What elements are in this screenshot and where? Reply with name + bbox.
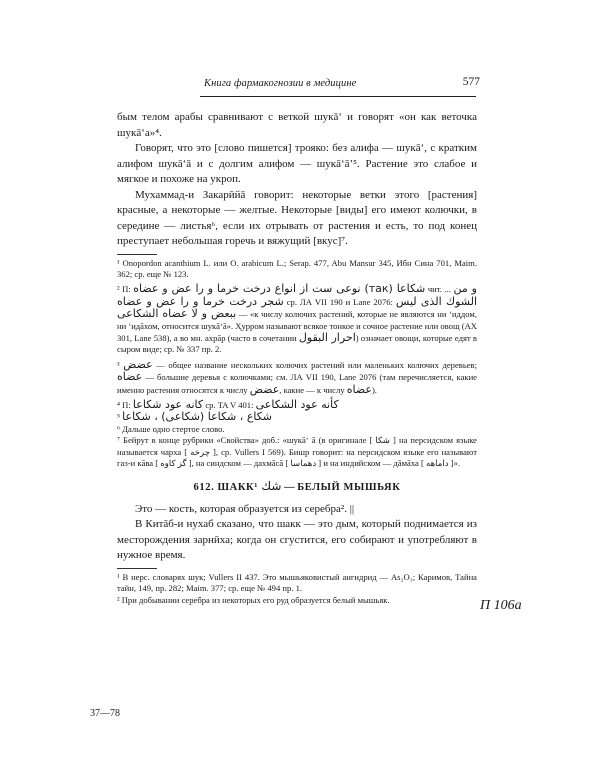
section-heading — [117, 479, 477, 496]
paragraph: Мухаммад-и Закарӣйā говорит: некоторые ветки этого [растения] красные, а некоторые — желтые. Некоторые [виды] его имеют колючки, в середине — листья⁶, если их отрывать от растения и есть, то под конец преступает небольшая горечь и вяжущий [вкус]⁷. — [117, 188, 477, 247]
footnote-b1: ¹ В нерс. словарях шук; Vullers II 437. Это мышьяковистый ангидрид — As₂O₃; Каримов, Тайна тайн, 149, пр. 282; Maim. 377; ср. еще № 494 пр. 1. — [117, 571, 477, 594]
footnote-2: ² П: شکاعا (так) نوعی ست از انواع درخت خرما و را عض و عضاه чит. ... و من شجر درخت خرما و را عض و عضاه ср. ЛА VII 190 и Lane 2076: الشوك الذی لیس ببعض و لا عضاه الشکاعی — «к числу колючих растений, которые не являются ни ʻиддом, ни ʻидāхом, относится шукāʻā». Ҳурром называют всякое тонкое и сочное растение или овощ (АХ 301, Lane 538), а во мн. ахрāр (часто в сочетании احرار البقول) означает овощи, которые едят в сыром виде; ср. № 337 пр. 2. — [117, 282, 477, 355]
arabic-text: و من شجر درخت خرما و را عض و عضاه — [117, 282, 477, 308]
footnote-1: ¹ Onopordon acanthium L. или O. arabicum L.; Serap. 477, Abu Mansur 345, Ибн Сина 701, Maim. 362; ср. еще № 123. — [117, 257, 477, 279]
running-header — [200, 74, 480, 97]
footnote-rule — [117, 568, 157, 569]
page-body — [117, 110, 477, 606]
header-title: Книга фармакогнозии в медицине — [204, 78, 357, 89]
section-number: 612. ШАКК¹ — [193, 482, 259, 494]
footnote-3: ³ عضض — общее название нескольких колючих растений или маленьких колючих деревьев; عضاه — большие деревья с колючками; см. ЛА VII 190, Lane 2076 (там перечисляется, какие именно растения относятся к числу عضض, какие — к числу عضاه). — [117, 357, 477, 396]
arabic-text: الشوك الذی لیس ببعض و لا عضاه الشکاعی — [117, 294, 477, 321]
footnote-rule — [117, 254, 157, 255]
paragraph: Это — кость, которая образуется из серебра². || — [135, 502, 355, 515]
footnote-7: ⁷ Бейрут в конце рубрики «Свойства» доб.: «шукāʻ ā (в оригинале [ شکا ] на персидском языке называется чарха [ چرخه ], ср. Vullers I 569). Бишр говорит: на персидском языке его называют газ-и кāва [ گز کاوه ], на синдском — дахмāсā [ دهماسا ] и на индийском — дāмāха [ داماهه ]». — [117, 435, 477, 468]
footnote-5: ⁵ شکاع ، شکاعا (شکاعی) ، شکاعا — [117, 410, 273, 424]
footnote-4: ⁴ П: کانه عود شکاعا ср. TA V 401: کأنه عود الشکاعی — [117, 397, 339, 411]
footnote-block-2 — [117, 572, 477, 606]
footnote-b2: ² При добывании серебра из некоторых его руд образуется белый мышьяк. — [117, 594, 390, 605]
footnote-block — [117, 258, 477, 470]
arabic-text: شکاعا (так) نوعی ست از انواع درخت خرما و را عض و عضاه — [133, 282, 426, 296]
paragraph: В Китāб-и нухаб сказано, что шакк — это дым, который поднимается из месторождения зарнӣха; когда он сгустится, его собирают и употребляют в нужное время. — [117, 518, 477, 562]
section-title: — БЕЛЫЙ МЫШЬЯК — [284, 482, 401, 494]
page-number: 577 — [462, 76, 480, 88]
margin-note: П 106а — [480, 598, 522, 613]
signature-mark: 37—78 — [90, 708, 120, 719]
footnote-6: ⁶ Дальше одно стертое слово. — [117, 423, 225, 434]
paragraph: бым телом арабы сравнивают с веткой шукāʻ и говорят «он как веточка шукāʻа»⁴. — [117, 111, 477, 139]
paragraph: Говорят, что это [слово пишется] трояко: без алифа — шукāʻ, с кратким алифом шукāʻā и с долгим алифом — шукāʻāʼ⁵. Растение это слабое и мягкое и похоже на укроп. — [117, 142, 477, 185]
section-arabic: شك — [261, 479, 282, 494]
arabic-text: احرار البقول — [298, 330, 356, 344]
